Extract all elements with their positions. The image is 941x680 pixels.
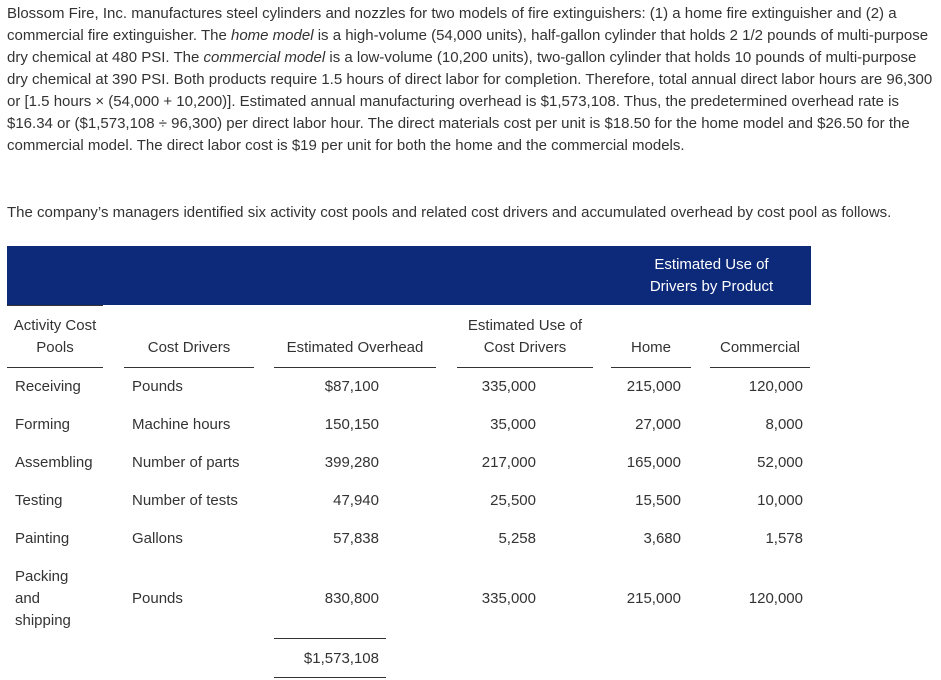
table-row-commercial: 52,000 <box>757 454 803 471</box>
home-model-term: home model <box>230 27 314 44</box>
table-row-driver: Machine hours <box>132 416 231 433</box>
table-row-home: 215,000 <box>626 378 681 395</box>
header-cost-drivers: Cost Drivers <box>147 339 231 356</box>
table-intro-paragraph: The company’s managers identified six activity cost pools and related cost drivers and accumulated overhead by cost pool as follows. <box>7 204 892 221</box>
table-row-driver: Gallons <box>132 530 183 547</box>
header-underline-overhead <box>274 367 436 368</box>
header-underline-use <box>457 367 593 368</box>
header-underline-pools <box>7 367 103 368</box>
header-estimated-overhead: Estimated Overhead <box>286 339 424 356</box>
intro-text-3: is a low-volume (10,200 units), two-gallon cylinder that holds 10 pounds of multi-purpose dry chemical at 390 PSI. Both products require 1.5 hours of direct labor for completion. Therefore, total annual direct labor hours are 96,300 or [1.5 hours × (54,000 + 10,200)]. Estimated annual manufacturing overhead is $1,573,108. Thus, the predetermined overhead rate is $16.34 or ($1,573,108 ÷ 96,300) per direct labor hour. The direct materials cost per unit is $18.50 for the home model and $26.50 for the commercial model. The direct labor cost is $19 per unit for both the home and the commercial models. <box>7 49 933 154</box>
table-row-use: 5,258 <box>498 530 536 547</box>
table-row-use: 217,000 <box>481 454 536 471</box>
header-underline-drivers <box>124 367 254 368</box>
header-rule-pools <box>7 305 103 306</box>
table-row-overhead: 830,800 <box>324 590 379 607</box>
table-row-home: 15,500 <box>635 492 681 509</box>
table-row-use: 25,500 <box>490 492 536 509</box>
table-row-use: 35,000 <box>490 416 536 433</box>
intro-text-1: Blossom Fire, Inc. manufactures steel cylinders and nozzles for two models of fire extinguishers: (1) a home fire extinguisher and (2) a commercial fire extinguisher. The <box>7 5 897 44</box>
intro-text-2: is a high-volume (54,000 units), half-gallon cylinder that holds 2 1/2 pounds of multi-purpose dry chemical at 480 PSI. The <box>7 27 929 66</box>
table-row-driver: Pounds <box>132 378 183 395</box>
header-underline-commercial <box>710 367 810 368</box>
total-bottom-rule <box>274 677 386 678</box>
header-estimated-use: Estimated Use of Cost Drivers <box>467 317 583 356</box>
header-home: Home <box>630 339 671 356</box>
table-row-overhead: 150,150 <box>324 416 379 433</box>
intro-paragraph <box>7 3 937 157</box>
table-row-pool: Receiving <box>15 378 81 395</box>
table-row-commercial: 120,000 <box>748 590 803 607</box>
table-row-commercial: 1,578 <box>765 530 803 547</box>
header-activity-cost-pools: Activity Cost Pools <box>13 317 97 356</box>
table-row-use: 335,000 <box>481 378 536 395</box>
header-underline-home <box>611 367 691 368</box>
table-row-use: 335,000 <box>481 590 536 607</box>
table-row-driver: Number of tests <box>132 492 238 509</box>
total-overhead: $1,573,108 <box>303 650 379 667</box>
total-top-rule <box>274 638 386 639</box>
table-row-overhead: 47,940 <box>333 492 379 509</box>
table-row-home: 165,000 <box>626 454 681 471</box>
band-header-label: Estimated Use of Drivers by Product <box>649 256 774 295</box>
table-row-pool: Forming <box>15 416 71 433</box>
table-row-pool: Testing <box>15 492 63 509</box>
table-row-pool: Assembling <box>15 454 93 471</box>
table-row-overhead: 399,280 <box>324 454 379 471</box>
table-row-pool: Packing and shipping <box>15 568 71 629</box>
table-row-driver: Pounds <box>132 590 183 607</box>
table-row-commercial: 10,000 <box>757 492 803 509</box>
table-row-home: 3,680 <box>643 530 681 547</box>
table-row-commercial: 120,000 <box>748 378 803 395</box>
header-commercial: Commercial <box>719 339 800 356</box>
table-row-driver: Number of parts <box>132 454 240 471</box>
table-row-overhead: $87,100 <box>324 378 379 395</box>
table-row-pool: Painting <box>15 530 70 547</box>
table-row-home: 27,000 <box>635 416 681 433</box>
table-row-overhead: 57,838 <box>333 530 379 547</box>
table-row-home: 215,000 <box>626 590 681 607</box>
commercial-model-term: commercial model <box>203 49 326 66</box>
table-row-commercial: 8,000 <box>765 416 803 433</box>
